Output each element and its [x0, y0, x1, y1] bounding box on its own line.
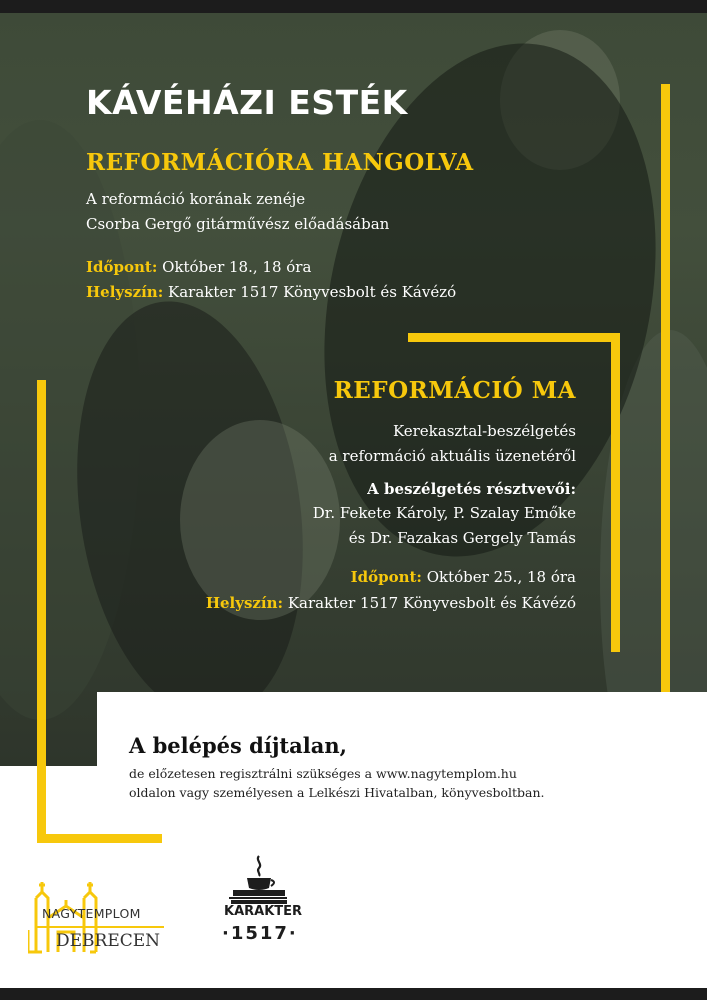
event1-place-value: Karakter 1517 Könyvesbolt és Kávézó	[163, 283, 457, 301]
event2-desc-line1: Kerekasztal-beszélgetés	[392, 422, 576, 440]
event2-time-label: Időpont:	[350, 568, 422, 586]
frame-middle-horizontal	[408, 333, 620, 342]
shop-logo-number: ·1517·	[222, 923, 298, 944]
church-logo-divider	[36, 926, 164, 928]
event1-desc-line2: Csorba Gergő gitárművész előadásában	[86, 215, 390, 233]
shop-logo-name: KARAKTER	[224, 904, 303, 919]
event2-time	[351, 568, 576, 586]
event1-place	[86, 283, 456, 301]
entry-line2: oldalon vagy személyesen a Lelkészi Hivatalban, könyvesboltban.	[129, 785, 545, 800]
top-border	[0, 0, 707, 13]
event1-time	[86, 258, 311, 276]
event2-desc-line2: a reformáció aktuális üzenetéről	[328, 447, 576, 465]
event1-time-value: Október 18., 18 óra	[157, 258, 312, 276]
event1-title: REFORMÁCIÓRA HANGOLVA	[86, 149, 474, 176]
series-title: KÁVÉHÁZI ESTÉK	[86, 83, 408, 122]
event2-place	[206, 594, 576, 612]
event1-time-label: Időpont:	[86, 258, 158, 276]
event1-place-label: Helyszín:	[86, 283, 164, 301]
event2-time-value: Október 25., 18 óra	[421, 568, 576, 586]
event1-desc-line1: A reformáció korának zenéje	[86, 190, 306, 208]
bottom-border	[0, 988, 707, 1000]
church-logo-name: NAGYTEMPLOM	[42, 906, 141, 921]
event2-title: REFORMÁCIÓ MA	[333, 377, 576, 404]
frame-top-right-vertical	[661, 84, 670, 699]
event2-participants-label: A beszélgetés résztvevői:	[367, 480, 576, 498]
event2-participants-line2: és Dr. Fazakas Gergely Tamás	[348, 529, 576, 547]
entry-line1: de előzetesen regisztrálni szükséges a www.nagytemplom.hu	[129, 766, 517, 781]
event2-place-value: Karakter 1517 Könyvesbolt és Kávézó	[283, 594, 576, 612]
entry-headline: A belépés díjtalan,	[129, 733, 347, 758]
event2-place-label: Helyszín:	[205, 594, 284, 612]
church-logo-city: DEBRECEN	[56, 931, 161, 951]
event2-participants-line1: Dr. Fekete Károly, P. Szalay Emőke	[312, 504, 576, 522]
frame-middle-vertical	[611, 333, 620, 652]
frame-left-vertical	[37, 380, 46, 843]
frame-bottom-horizontal	[37, 834, 162, 843]
